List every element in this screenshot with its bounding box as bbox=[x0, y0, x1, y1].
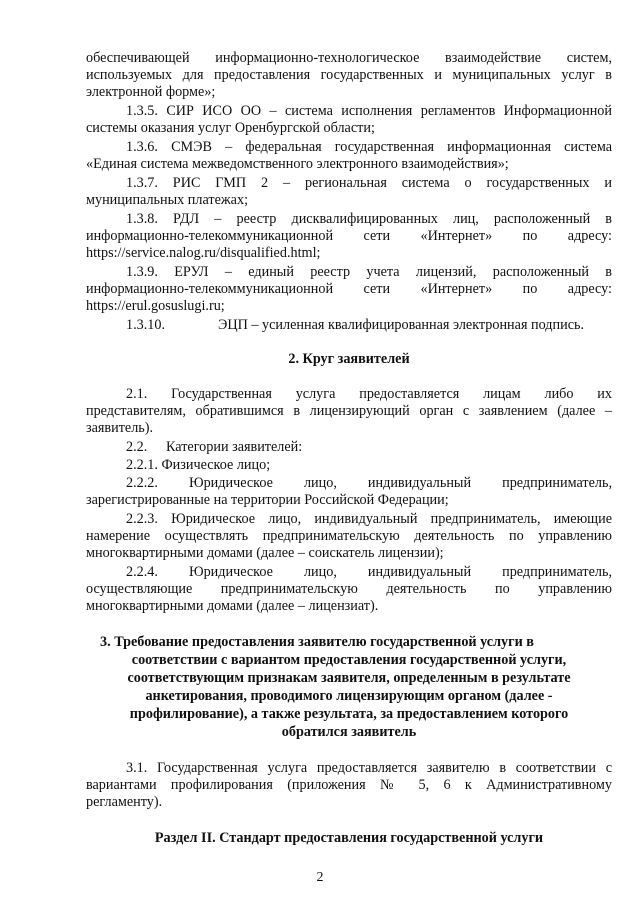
text-line: представителям, обратившимся в лицензирующий орган с заявлением (далее – bbox=[86, 403, 612, 419]
section-heading-line: анкетирования, проводимого лицензирующим органом (далее - bbox=[145, 688, 553, 704]
section-heading-line: профилирование), а также результата, за предоставлением которого bbox=[129, 706, 569, 722]
section-heading-line: обратился заявитель bbox=[281, 724, 417, 740]
text-line: 1.3.5. СИР ИСО ОО – система исполнения регламентов Информационной bbox=[126, 103, 612, 119]
text-line: ЭЦП – усиленная квалифицированная электронная подпись. bbox=[218, 317, 585, 333]
link-text: https://service.nalog.ru/disqualified.html; bbox=[86, 245, 321, 261]
text-line: системы оказания услуг Оренбургской области; bbox=[86, 120, 375, 136]
text-line: 2.1. Государственная услуга предоставляется лицам либо их bbox=[126, 386, 612, 402]
text-line: 2.2.2. Юридическое лицо, индивидуальный предприниматель, bbox=[126, 475, 612, 491]
text-line: обеспечивающей информационно-технологическое взаимодействие систем, bbox=[86, 50, 612, 66]
text-line: 1.3.8. РДЛ – реестр дисквалифицированных лиц, расположенный в bbox=[126, 211, 612, 227]
text-line: осуществляющие предпринимательскую деятельность по управлению bbox=[86, 581, 612, 597]
text-line: 3.1. Государственная услуга предоставляется заявителю в соответствии с bbox=[126, 760, 612, 776]
item-number: 1.3.10. bbox=[126, 317, 166, 333]
text-line: намерение осуществлять предпринимательскую деятельность по управлению bbox=[86, 528, 612, 544]
text-line: Категории заявителей: bbox=[166, 439, 303, 455]
page-number: 2 bbox=[316, 870, 324, 885]
text-line: вариантами профилирования (приложения № 5, 6 к Административному bbox=[86, 777, 612, 793]
text-line: заявитель). bbox=[86, 420, 154, 436]
item-number: 2.2. bbox=[126, 439, 148, 455]
text-line: 2.2.3. Юридическое лицо, индивидуальный предприниматель, имеющие bbox=[126, 511, 612, 527]
text-line: 2.2.4. Юридическое лицо, индивидуальный предприниматель, bbox=[126, 564, 612, 580]
text-line: информационно-телекоммуникационной сети «Интернет» по адресу: bbox=[86, 281, 612, 297]
section-heading: 2. Круг заявителей bbox=[288, 351, 410, 367]
text-line: многоквартирными домами (далее – лицензиат). bbox=[86, 598, 379, 614]
text-line: 1.3.7. РИС ГМП 2 – региональная система о государственных и bbox=[126, 175, 612, 191]
text-line: регламенту). bbox=[86, 794, 163, 810]
text-line: 1.3.9. ЕРУЛ – единый реестр учета лицензий, расположенный в bbox=[126, 264, 612, 280]
text-line: «Единая система межведомственного электронного взаимодействия»; bbox=[86, 156, 509, 172]
section-heading-line: соответствии с вариантом предоставления государственной услуги, bbox=[131, 652, 567, 668]
text-line: муниципальных платежах; bbox=[86, 192, 249, 208]
text-line: многоквартирными домами (далее – соискатель лицензии); bbox=[86, 545, 444, 561]
text-line: 1.3.6. СМЭВ – федеральная государственная информационная система bbox=[126, 139, 612, 155]
section-heading-line: соответствующим признакам заявителя, определенным в результате bbox=[127, 670, 571, 686]
text-line: информационно-телекоммуникационной сети «Интернет» по адресу: bbox=[86, 228, 612, 244]
section-heading: 3. Требование предоставления заявителю государственной услуги в bbox=[100, 634, 534, 650]
text-line: 2.2.1. Физическое лицо; bbox=[126, 457, 271, 473]
part-heading: Раздел II. Стандарт предоставления государственной услуги bbox=[154, 830, 544, 846]
link-text: https://erul.gosuslugi.ru; bbox=[86, 298, 225, 314]
text-line: зарегистрированные на территории Российской Федерации; bbox=[86, 492, 449, 508]
text-line: электронной форме»; bbox=[86, 84, 216, 100]
text-line: используемых для предоставления государственных и муниципальных услуг в bbox=[86, 67, 612, 83]
